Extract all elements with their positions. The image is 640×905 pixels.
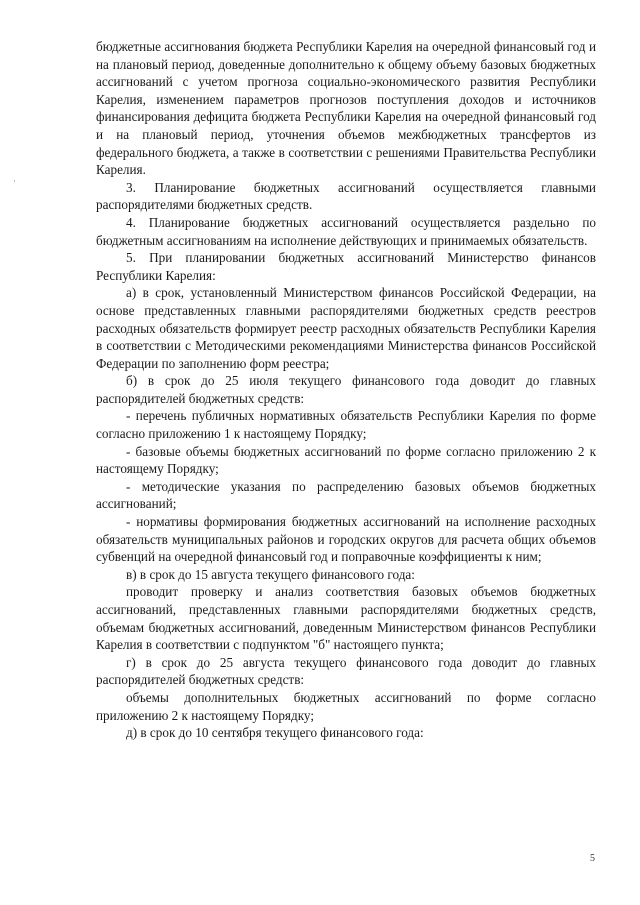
paragraph-item-4: 4. Планирование бюджетных ассигнований осуществляется раздельно по бюджетным ассигнованиям на исполнение действующих и принимаемых обязательств. — [96, 214, 596, 248]
subitem-g: г) в срок до 25 августа текущего финансового года доводит до главных распорядителей бюджетных средств: — [96, 654, 596, 688]
page-number: 5 — [590, 853, 595, 864]
subitem-b: б) в срок до 25 июля текущего финансового года доводит до главных распорядителей бюджетных средств: — [96, 373, 596, 406]
scan-artifact — [14, 180, 15, 182]
list-item-guidelines: - методические указания по распределению базовых объемов бюджетных ассигнований; — [96, 478, 596, 512]
list-item-standards: - нормативы формирования бюджетных ассигнований на исполнение расходных обязательств муниципальных районов и городских округов для расчета общих объемов субвенций на очередной финансовый год и поправочные коэффициенты к ним; — [96, 514, 596, 565]
subitem-v-body: проводит проверку и анализ соответствия базовых объемов бюджетных ассигнований, представленных главными распорядителями бюджетных средств, объемам бюджетных ассигнований, доведенным Министерством финансов Республики Карелия в соответствии с подпунктом "б" настоящего пункта; — [96, 584, 596, 653]
subitem-d: д) в срок до 10 сентября текущего финансового года: — [126, 725, 424, 741]
subitem-a: а) в срок, установленный Министерством финансов Российской Федерации, на основе представленных главными распорядителями бюджетных средств реестров расходных обязательств формирует реестр расходных обязательств Республики Карелия в соответствии с Методическими рекомендациями Министерства финансов Российской Федерации по заполнению форм реестра; — [96, 285, 596, 371]
document-body — [96, 38, 596, 742]
list-item-base-volumes: - базовые объемы бюджетных ассигнований по форме согласно приложению 2 к настоящему Порядку; — [96, 443, 596, 477]
list-item-public-obligations: - перечень публичных нормативных обязательств Республики Карелия по форме согласно приложению 1 к настоящему Порядку; — [96, 408, 596, 442]
paragraph-continuation: бюджетные ассигнования бюджета Республики Карелия на очередной финансовый год и на плановый период, доведенные дополнительно к общему объему базовых бюджетных ассигнований с учетом прогноза социально-экономического развития Республики Карелия, изменением параметров прогнозов поступления доходов и источников финансирования дефицита бюджета Республики Карелия на очередной финансовый год и на плановый период, уточнения объемов межбюджетных трансфертов из федерального бюджета, а также в соответствии с решениями Правительства Республики Карелия. — [96, 39, 596, 178]
subitem-v: в) в срок до 15 августа текущего финансового года: — [126, 566, 415, 582]
subitem-g-body: объемы дополнительных бюджетных ассигнований по форме согласно приложению 2 к настоящему Порядку; — [96, 689, 596, 723]
paragraph-item-5: 5. При планировании бюджетных ассигнований Министерство финансов Республики Карелия: — [96, 250, 596, 283]
paragraph-item-3: 3. Планирование бюджетных ассигнований осуществляется главными распорядителями бюджетных средств. — [96, 179, 596, 213]
